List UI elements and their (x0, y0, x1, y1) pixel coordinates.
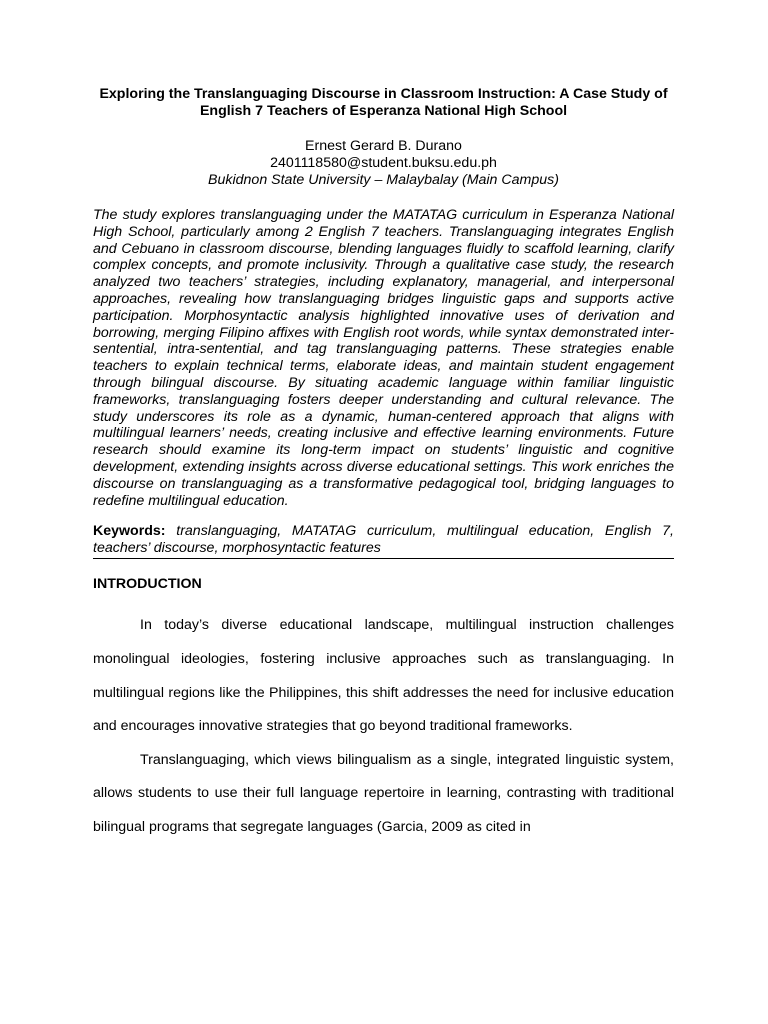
document-page (93, 86, 674, 845)
keywords-list: translanguaging, MATATAG curriculum, multilingual education, English 7, teachers’ discourse, morphosyntactic features (93, 523, 674, 557)
author-affiliation: Bukidnon State University – Malaybalay (Main Campus) (208, 172, 559, 188)
author-email: 2401118580@student.buksu.edu.ph (270, 155, 497, 171)
abstract: The study explores translanguaging under the MATATAG curriculum in Esperanza National High School, particularly among 2 English 7 teachers. Translanguaging integrates English and Cebuano in classroom discourse, blending languages fluidly to scaffold learning, clarify complex concepts, and promote inclusivity. Through a qualitative case study, the research analyzed two teachers’ strategies, including explanatory, managerial, and interpersonal approaches, revealing how translanguaging bridges linguistic gaps and supports active participation. Morphosyntactic analysis highlighted innovative uses of derivation and borrowing, merging Filipino affixes with English root words, while syntax demonstrated inter-sentential, intra-sentential, and tag translanguaging patterns. These strategies enable teachers to explain technical terms, elaborate ideas, and maintain student engagement through bilingual discourse. By situating academic language within familiar linguistic frameworks, translanguaging fosters deeper understanding and cultural relevance. The study underscores its role as a dynamic, human-centered approach that aligns with multilingual learners’ needs, creating inclusive and effective learning environments. Future research should examine its long-term impact on students’ linguistic and cognitive development, extending insights across diverse educational settings. This work enriches the discourse on translanguaging as a transformative pedagogical tool, bridging languages to redefine multilingual education. (93, 207, 674, 509)
author-block (93, 138, 674, 189)
body-paragraph-2: Translanguaging, which views bilingualism as a single, integrated linguistic system, allows students to use their full language repertoire in learning, contrasting with traditional bilingual programs that segregate languages (Garcia, 2009 as cited in (93, 751, 674, 835)
keywords (93, 523, 674, 559)
body-paragraph-1: In today’s diverse educational landscape, multilingual instruction challenges monolingual ideologies, fostering inclusive approaches such as translanguaging. In multilingual regions like the Philippines, this shift addresses the need for inclusive education and encourages innovative strategies that go beyond traditional frameworks. (93, 617, 674, 735)
keywords-label: Keywords: (93, 523, 166, 540)
author-name: Ernest Gerard B. Durano (305, 138, 462, 154)
paper-title: Exploring the Translanguaging Discourse in Classroom Instruction: A Case Study of English 7 Teachers of Esperanza National High School (99, 86, 668, 119)
introduction-heading: INTRODUCTION (93, 576, 202, 593)
